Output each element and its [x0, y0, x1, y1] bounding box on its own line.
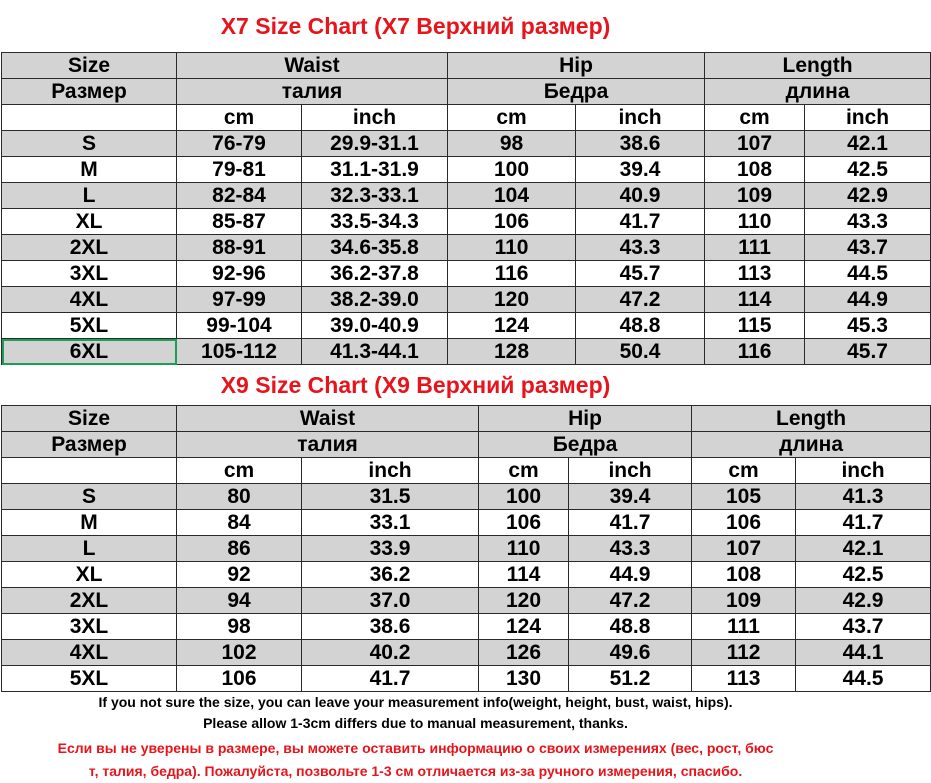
cell-hip-cm[interactable]: 98 — [448, 131, 576, 157]
cell-len-inch[interactable]: 42.5 — [796, 562, 931, 588]
table-row — [2, 339, 931, 365]
cell-waist-cm[interactable]: 79-81 — [177, 157, 302, 183]
cell-hip-inch[interactable]: 40.9 — [576, 183, 705, 209]
cell-size[interactable]: S — [2, 131, 177, 157]
note-ru-line1: Если вы не уверены в размере, вы можете оставить информацию о своих измерениях (вес, рост, бюс — [57, 740, 774, 756]
cell-size[interactable]: 2XL — [2, 588, 177, 614]
unit-hip-cm[interactable]: cm — [479, 458, 569, 484]
unit-waist-cm[interactable]: cm — [177, 105, 302, 131]
cell-hip-inch[interactable]: 49.6 — [569, 640, 692, 666]
table-row — [2, 183, 931, 209]
table-row — [2, 666, 931, 692]
cell-hip-cm[interactable]: 120 — [479, 588, 569, 614]
unit-length-cm[interactable]: cm — [692, 458, 796, 484]
cell-size[interactable]: XL — [2, 562, 177, 588]
cell-waist-inch[interactable]: 34.6-35.8 — [302, 235, 448, 261]
cell-hip-inch[interactable]: 47.2 — [576, 287, 705, 313]
cell-waist-inch[interactable]: 31.1-31.9 — [302, 157, 448, 183]
cell-hip-cm[interactable]: 106 — [479, 510, 569, 536]
header-waist[interactable]: Waist — [177, 406, 479, 432]
cell-hip-inch[interactable]: 39.4 — [576, 157, 705, 183]
cell-waist-inch[interactable]: 29.9-31.1 — [302, 131, 448, 157]
x9-unit-row — [2, 458, 931, 484]
note-ru-line2: т, талия, бедра). Пожалуйста, позвольте 1-3 см отличается из-за ручного измерения, спасибо. — [88, 763, 743, 779]
unit-length-inch[interactable]: inch — [805, 105, 931, 131]
cell-hip-inch[interactable]: 51.2 — [569, 666, 692, 692]
cell-waist-inch[interactable]: 41.7 — [302, 666, 479, 692]
cell-hip-inch[interactable]: 45.7 — [576, 261, 705, 287]
header-hip[interactable]: Hip — [479, 406, 692, 432]
x7-table-body — [2, 53, 931, 365]
cell-len-inch[interactable]: 42.9 — [805, 183, 931, 209]
cell-waist-inch[interactable]: 41.3-44.1 — [302, 339, 448, 365]
unit-length-cm[interactable]: cm — [705, 105, 805, 131]
cell-len-inch[interactable]: 44.5 — [805, 261, 931, 287]
cell-hip-inch[interactable]: 44.9 — [569, 562, 692, 588]
header-hip[interactable]: Hip — [448, 53, 705, 79]
cell-hip-inch[interactable]: 38.6 — [576, 131, 705, 157]
table-row — [2, 235, 931, 261]
x7-size-table — [1, 52, 931, 365]
header-waist[interactable]: Waist — [177, 53, 448, 79]
cell-waist-cm[interactable]: 106 — [177, 666, 302, 692]
cell-len-cm[interactable]: 111 — [692, 614, 796, 640]
cell-len-inch[interactable]: 42.1 — [805, 131, 931, 157]
cell-waist-inch[interactable]: 40.2 — [302, 640, 479, 666]
cell-waist-cm[interactable]: 80 — [177, 484, 302, 510]
cell-waist-cm[interactable]: 92-96 — [177, 261, 302, 287]
cell-hip-cm[interactable]: 126 — [479, 640, 569, 666]
cell-waist-inch[interactable]: 33.9 — [302, 536, 479, 562]
cell-len-cm[interactable]: 109 — [692, 588, 796, 614]
cell-hip-inch[interactable]: 43.3 — [576, 235, 705, 261]
cell-len-cm[interactable]: 112 — [692, 640, 796, 666]
header-hip-ru[interactable]: Бедра — [448, 79, 705, 105]
header-size-ru[interactable]: Размер — [2, 432, 177, 458]
cell-len-inch[interactable]: 43.7 — [805, 235, 931, 261]
cell-hip-cm[interactable]: 130 — [479, 666, 569, 692]
cell-len-cm[interactable]: 107 — [705, 131, 805, 157]
cell-hip-inch[interactable]: 43.3 — [569, 536, 692, 562]
table-row — [2, 261, 931, 287]
cell-waist-cm[interactable]: 92 — [177, 562, 302, 588]
cell-len-cm[interactable]: 113 — [692, 666, 796, 692]
cell-hip-inch[interactable]: 39.4 — [569, 484, 692, 510]
cell-hip-inch[interactable]: 47.2 — [569, 588, 692, 614]
cell-len-cm[interactable]: 106 — [692, 510, 796, 536]
cell-waist-cm[interactable]: 76-79 — [177, 131, 302, 157]
cell-len-cm[interactable]: 116 — [705, 339, 805, 365]
cell-len-inch[interactable]: 44.5 — [796, 666, 931, 692]
table-row — [2, 614, 931, 640]
unit-hip-cm[interactable]: cm — [448, 105, 576, 131]
header-length-ru[interactable]: длина — [692, 432, 931, 458]
cell-hip-cm[interactable]: 110 — [448, 235, 576, 261]
cell-size[interactable]: L — [2, 536, 177, 562]
cell-size[interactable]: XL — [2, 209, 177, 235]
cell-waist-cm[interactable]: 88-91 — [177, 235, 302, 261]
cell-size[interactable]: 4XL — [2, 287, 177, 313]
cell-hip-cm[interactable]: 104 — [448, 183, 576, 209]
cell-len-inch[interactable]: 42.9 — [796, 588, 931, 614]
cell-waist-inch[interactable]: 31.5 — [302, 484, 479, 510]
cell-size[interactable]: L — [2, 183, 177, 209]
x9-chart-title: X9 Size Chart (X9 Верхний размер) — [220, 372, 611, 398]
unit-waist-cm[interactable]: cm — [177, 458, 302, 484]
cell-size[interactable]: S — [2, 484, 177, 510]
cell-size[interactable]: 3XL — [2, 614, 177, 640]
header-length[interactable]: Length — [692, 406, 931, 432]
x7-unit-row — [2, 105, 931, 131]
x7-header-row-en — [2, 53, 931, 79]
unit-waist-inch[interactable]: inch — [302, 458, 479, 484]
x7-chart-title: X7 Size Chart (X7 Верхний размер) — [220, 13, 611, 39]
unit-hip-inch[interactable]: inch — [569, 458, 692, 484]
unit-blank[interactable] — [2, 105, 177, 131]
table-row — [2, 157, 931, 183]
cell-waist-cm[interactable]: 99-104 — [177, 313, 302, 339]
header-length-ru[interactable]: длина — [705, 79, 931, 105]
cell-hip-cm[interactable]: 114 — [479, 562, 569, 588]
cell-size[interactable]: 6XL — [2, 339, 177, 365]
cell-waist-cm[interactable]: 85-87 — [177, 209, 302, 235]
cell-hip-cm[interactable]: 128 — [448, 339, 576, 365]
cell-len-cm[interactable]: 115 — [705, 313, 805, 339]
cell-size[interactable]: 4XL — [2, 640, 177, 666]
cell-size[interactable]: M — [2, 510, 177, 536]
cell-len-inch[interactable]: 43.3 — [805, 209, 931, 235]
unit-hip-inch[interactable]: inch — [576, 105, 705, 131]
cell-waist-inch[interactable]: 36.2-37.8 — [302, 261, 448, 287]
cell-hip-inch[interactable]: 50.4 — [576, 339, 705, 365]
cell-hip-cm[interactable]: 120 — [448, 287, 576, 313]
cell-len-cm[interactable]: 108 — [692, 562, 796, 588]
note-en-line2: Please allow 1-3cm differs due to manual measurement, thanks. — [203, 715, 628, 731]
x9-header-row-ru — [2, 432, 931, 458]
cell-waist-inch[interactable]: 38.6 — [302, 614, 479, 640]
table-row — [2, 484, 931, 510]
cell-hip-cm[interactable]: 100 — [479, 484, 569, 510]
cell-size[interactable]: M — [2, 157, 177, 183]
cell-len-cm[interactable]: 105 — [692, 484, 796, 510]
header-size[interactable]: Size — [2, 53, 177, 79]
table-row — [2, 588, 931, 614]
cell-waist-cm[interactable]: 84 — [177, 510, 302, 536]
x9-size-table — [1, 405, 931, 692]
cell-len-inch[interactable]: 42.5 — [805, 157, 931, 183]
header-hip-ru[interactable]: Бедра — [479, 432, 692, 458]
cell-hip-cm[interactable]: 106 — [448, 209, 576, 235]
cell-len-cm[interactable]: 107 — [692, 536, 796, 562]
cell-hip-cm[interactable]: 124 — [448, 313, 576, 339]
cell-len-cm[interactable]: 109 — [705, 183, 805, 209]
cell-len-inch[interactable]: 42.1 — [796, 536, 931, 562]
cell-hip-inch[interactable]: 41.7 — [569, 510, 692, 536]
cell-waist-cm[interactable]: 102 — [177, 640, 302, 666]
table-row — [2, 640, 931, 666]
cell-waist-cm[interactable]: 94 — [177, 588, 302, 614]
table-row — [2, 510, 931, 536]
cell-hip-cm[interactable]: 110 — [479, 536, 569, 562]
table-row — [2, 131, 931, 157]
cell-len-cm[interactable]: 113 — [705, 261, 805, 287]
cell-waist-inch[interactable]: 33.1 — [302, 510, 479, 536]
header-waist-ru[interactable]: талия — [177, 79, 448, 105]
cell-len-inch[interactable]: 45.7 — [805, 339, 931, 365]
header-waist-ru[interactable]: талия — [177, 432, 479, 458]
unit-length-inch[interactable]: inch — [796, 458, 931, 484]
cell-waist-inch[interactable]: 38.2-39.0 — [302, 287, 448, 313]
x9-table-body — [2, 406, 931, 692]
cell-len-cm[interactable]: 108 — [705, 157, 805, 183]
unit-waist-inch[interactable]: inch — [302, 105, 448, 131]
cell-waist-inch[interactable]: 39.0-40.9 — [302, 313, 448, 339]
cell-hip-cm[interactable]: 100 — [448, 157, 576, 183]
cell-waist-inch[interactable]: 36.2 — [302, 562, 479, 588]
cell-len-cm[interactable]: 110 — [705, 209, 805, 235]
cell-len-inch[interactable]: 43.7 — [796, 614, 931, 640]
header-size-ru[interactable]: Размер — [2, 79, 177, 105]
cell-len-inch[interactable]: 41.7 — [796, 510, 931, 536]
cell-waist-cm[interactable]: 86 — [177, 536, 302, 562]
cell-hip-cm[interactable]: 124 — [479, 614, 569, 640]
x9-header-row-en — [2, 406, 931, 432]
unit-blank[interactable] — [2, 458, 177, 484]
table-row — [2, 562, 931, 588]
cell-waist-inch[interactable]: 33.5-34.3 — [302, 209, 448, 235]
table-row — [2, 536, 931, 562]
header-size[interactable]: Size — [2, 406, 177, 432]
cell-hip-cm[interactable]: 116 — [448, 261, 576, 287]
cell-waist-inch[interactable]: 37.0 — [302, 588, 479, 614]
cell-len-inch[interactable]: 44.1 — [796, 640, 931, 666]
cell-hip-inch[interactable]: 48.8 — [576, 313, 705, 339]
x7-header-row-ru — [2, 79, 931, 105]
cell-waist-cm[interactable]: 82-84 — [177, 183, 302, 209]
cell-size[interactable]: 3XL — [2, 261, 177, 287]
cell-size[interactable]: 5XL — [2, 313, 177, 339]
cell-waist-cm[interactable]: 98 — [177, 614, 302, 640]
note-en-line1: If you not sure the size, you can leave your measurement info(weight, height, bust, waist, hips). — [98, 694, 733, 710]
cell-waist-cm[interactable]: 97-99 — [177, 287, 302, 313]
cell-hip-inch[interactable]: 41.7 — [576, 209, 705, 235]
cell-size[interactable]: 5XL — [2, 666, 177, 692]
cell-len-cm[interactable]: 111 — [705, 235, 805, 261]
table-row — [2, 209, 931, 235]
table-row — [2, 313, 931, 339]
cell-len-cm[interactable]: 114 — [705, 287, 805, 313]
cell-hip-inch[interactable]: 48.8 — [569, 614, 692, 640]
cell-waist-cm[interactable]: 105-112 — [177, 339, 302, 365]
cell-len-inch[interactable]: 45.3 — [805, 313, 931, 339]
header-length[interactable]: Length — [705, 53, 931, 79]
cell-len-inch[interactable]: 41.3 — [796, 484, 931, 510]
table-row — [2, 287, 931, 313]
cell-waist-inch[interactable]: 32.3-33.1 — [302, 183, 448, 209]
cell-len-inch[interactable]: 44.9 — [805, 287, 931, 313]
cell-size[interactable]: 2XL — [2, 235, 177, 261]
